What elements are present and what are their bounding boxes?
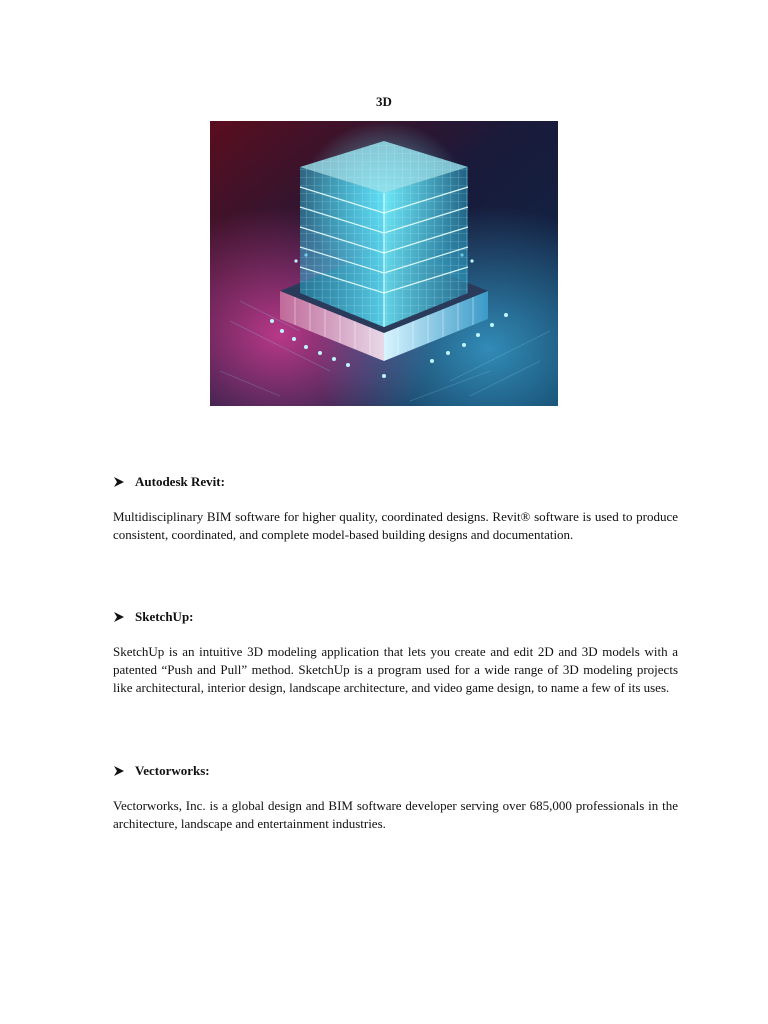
arrowhead-bullet-icon: [113, 765, 125, 777]
section-body: SketchUp is an intuitive 3D modeling application that lets you create and edit 2D and 3D models with a patented “Push and Pull” method. SketchUp is a program used for a wide range of 3D modeling projects like architectural, interior design, landscape architecture, and video game design, to name a few of its uses.: [113, 644, 678, 695]
section-body: Vectorworks, Inc. is a global design and BIM software developer serving over 685,000 professionals in the architecture, landscape and entertainment industries.: [113, 798, 678, 831]
section-heading-text: Autodesk Revit:: [135, 474, 225, 489]
glowing-data-cube-image: [210, 121, 558, 406]
arrowhead-bullet-icon: [113, 611, 125, 623]
section-heading: [113, 763, 678, 779]
section-sketchup: [113, 609, 678, 697]
arrowhead-bullet-icon: [113, 476, 125, 488]
page-title: 3D: [376, 94, 392, 109]
section-body: Multidisciplinary BIM software for higher quality, coordinated designs. Revit® software is used to produce consistent, coordinated, and complete model-based building designs and documentation.: [113, 509, 678, 542]
section-vectorworks: [113, 763, 678, 833]
section-heading-text: SketchUp:: [135, 609, 194, 624]
section-heading: [113, 609, 678, 625]
section-heading: [113, 474, 678, 490]
section-autodesk-revit: [113, 474, 678, 544]
hero-image: [210, 121, 558, 406]
section-heading-text: Vectorworks:: [135, 763, 210, 778]
